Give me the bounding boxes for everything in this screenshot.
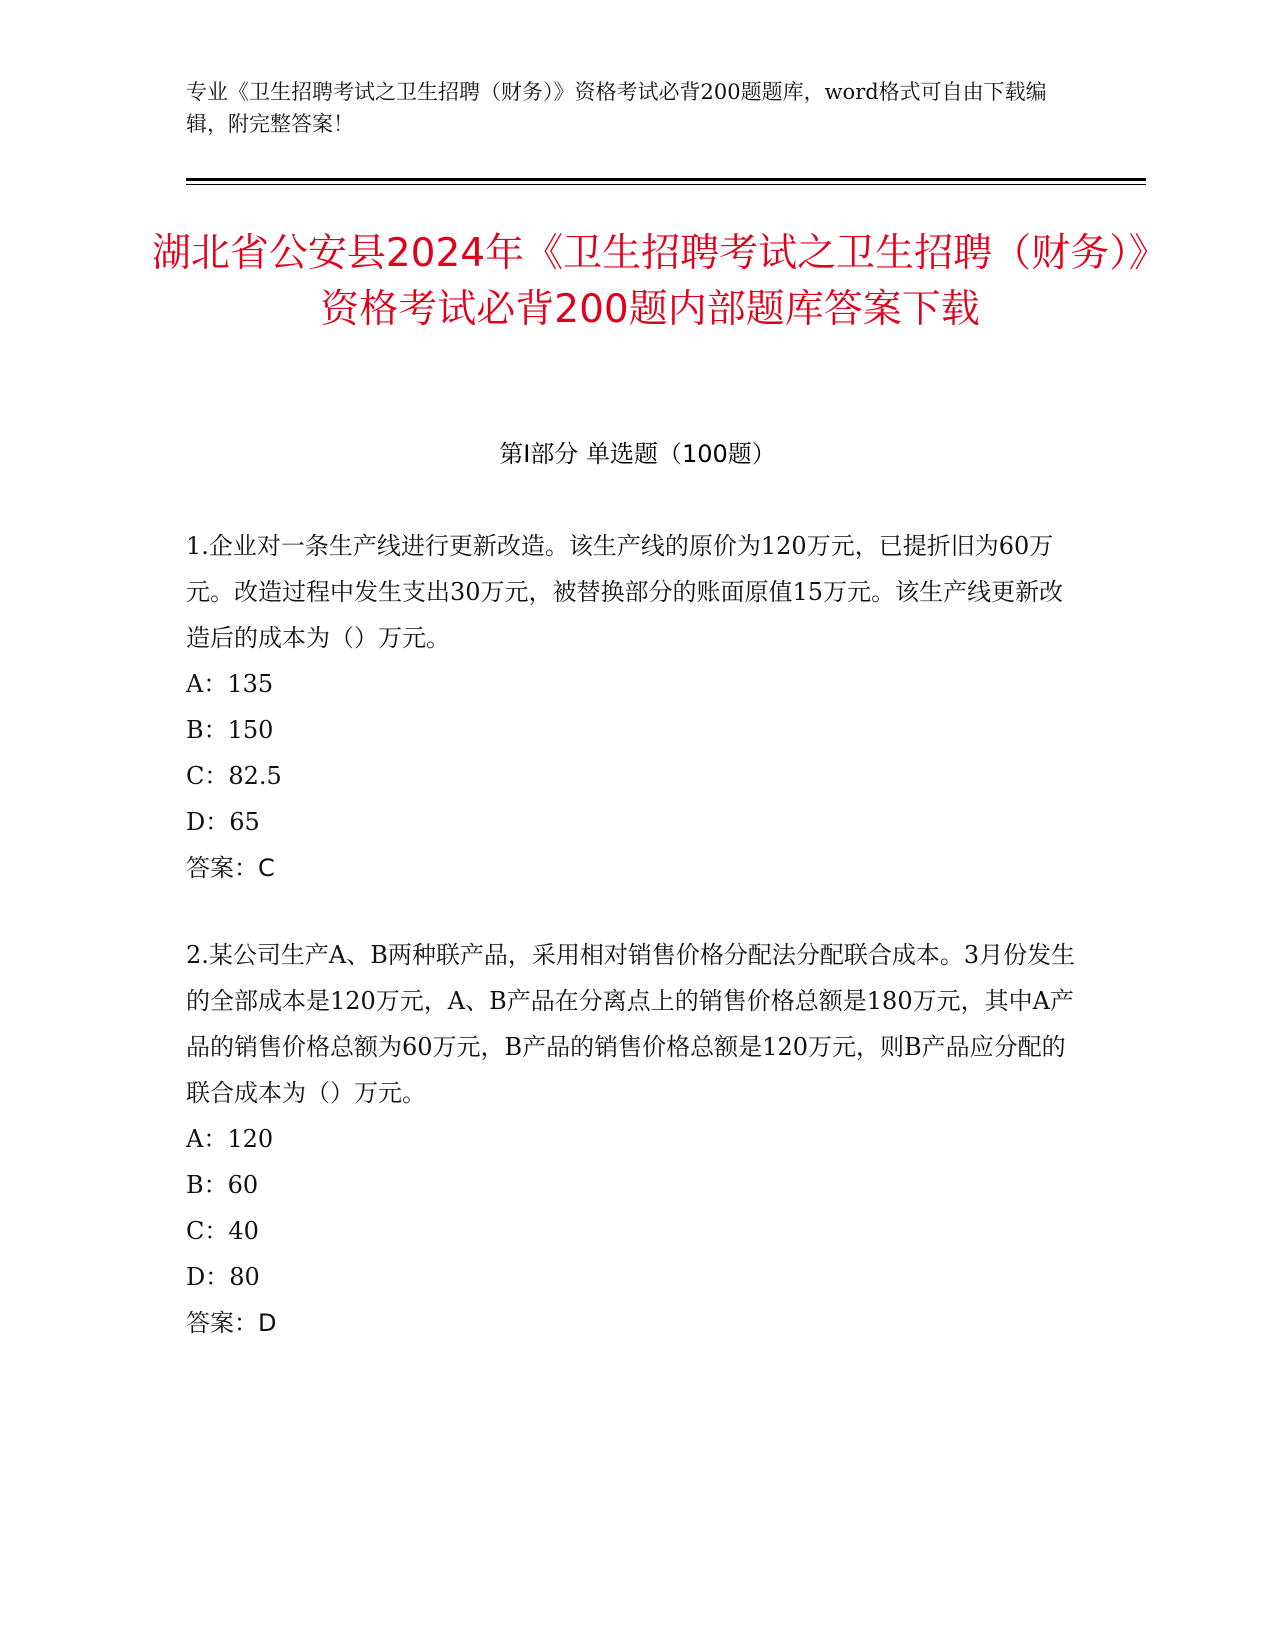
question-stem: 2.某公司生产A、B两种联产品，采用相对销售价格分配法分配联合成本。3月份发生的全部成本是120万元，A、B产品在分离点上的销售价格总额是180万元，其中A产品的销售价格总额为60万元，B产品的销售价格总额是120万元，则B产品应分配的联合成本为（）万元。 — [186, 941, 1076, 1107]
answer: 答案：D — [186, 1309, 277, 1337]
header-rule-thick — [186, 178, 1146, 181]
answer: 答案：C — [186, 854, 275, 882]
option-c: C：82.5 — [186, 762, 282, 790]
option-c: C：40 — [186, 1217, 259, 1245]
header-rule-thin — [186, 184, 1146, 185]
option-a: A：120 — [186, 1125, 274, 1153]
option-b: B：150 — [186, 716, 274, 744]
document-title: 湖北省公安县2024年《卫生招聘考试之卫生招聘（财务）》资格考试必背200题内部题库答案下载 — [151, 231, 1149, 332]
option-d: D：65 — [186, 808, 260, 836]
question-1 — [186, 523, 1076, 891]
question-2 — [186, 932, 1076, 1346]
section-heading: 第Ⅰ部分 单选题（100题） — [499, 440, 776, 468]
option-a: A：135 — [186, 670, 274, 698]
header-note: 专业《卫生招聘考试之卫生招聘（财务）》资格考试必背200题题库，word格式可自由下载编辑，附完整答案！ — [186, 80, 1047, 136]
option-b: B：60 — [186, 1171, 259, 1199]
question-stem: 1.企业对一条生产线进行更新改造。该生产线的原价为120万元，已提折旧为60万元。改造过程中发生支出30万元，被替换部分的账面原值15万元。该生产线更新改造后的成本为（）万元。 — [186, 532, 1064, 652]
option-d: D：80 — [186, 1263, 260, 1291]
